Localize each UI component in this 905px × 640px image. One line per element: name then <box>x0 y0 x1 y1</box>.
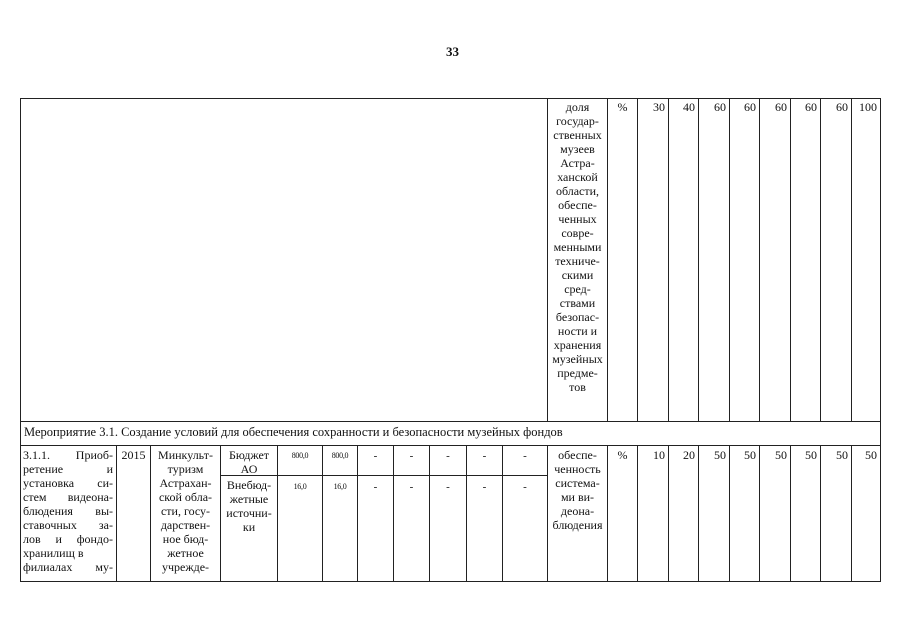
source-dash: - <box>357 445 394 476</box>
source-dash: - <box>393 475 430 582</box>
page-number: 33 <box>446 44 459 59</box>
row3-name: 3.1.1. Приоб- ретение и установка си- стем видеона- блюдения вы- ставочных за- лов и фондо- хранилищ в филиалах му- <box>20 445 117 582</box>
row3-unit: % <box>607 445 638 582</box>
row1-value: 60 <box>729 98 760 422</box>
row3-executor: Минкульт- туризм Астрахан- ской обла- сти, госу- дарствен- ное бюд- жетное учрежде- <box>150 445 221 582</box>
row1-value: 60 <box>759 98 791 422</box>
source-dash: - <box>502 475 548 582</box>
row3-value: 50 <box>698 445 730 582</box>
source-label: Бюджет АО <box>220 445 278 476</box>
source-dash: - <box>357 475 394 582</box>
row1-value: 30 <box>637 98 669 422</box>
source-dash: - <box>502 445 548 476</box>
row1-indicator: доля государ- ственных музеев Астра- ханской области, обеспе- ченных совре- менными техниче- скими сред- ствами безопас- ности и хранения музейных предме- тов <box>547 98 608 422</box>
source-label: Внебюд- жетные источни- ки <box>220 475 278 582</box>
source-total: 800,0 <box>277 445 323 476</box>
source-dash: - <box>393 445 430 476</box>
activity-header: Мероприятие 3.1. Создание условий для обеспечения сохранности и безопасности музейных фондов <box>20 421 881 446</box>
source-dash: - <box>466 445 503 476</box>
source-dash: - <box>466 475 503 582</box>
row3-value: 10 <box>637 445 669 582</box>
row3-indicator: обеспе- ченность система- ми ви- деона- блюдения <box>547 445 608 582</box>
row3-value: 50 <box>729 445 760 582</box>
row1-empty-span <box>20 98 548 422</box>
row3-value: 50 <box>759 445 791 582</box>
row1-value: 60 <box>790 98 821 422</box>
program-table <box>20 98 881 582</box>
source-dash: - <box>429 445 467 476</box>
row3-value: 50 <box>820 445 852 582</box>
row1-value: 60 <box>820 98 852 422</box>
source-total: 16,0 <box>277 475 323 582</box>
row1-value: 60 <box>698 98 730 422</box>
source-year-value: 800,0 <box>322 445 358 476</box>
row3-value: 20 <box>668 445 699 582</box>
source-dash: - <box>429 475 467 582</box>
row1-unit: % <box>607 98 638 422</box>
row1-value: 40 <box>668 98 699 422</box>
row1-value: 100 <box>851 98 881 422</box>
source-year-value: 16,0 <box>322 475 358 582</box>
row3-value: 50 <box>790 445 821 582</box>
row3-value: 50 <box>851 445 881 582</box>
row3-year: 2015 <box>116 445 151 582</box>
